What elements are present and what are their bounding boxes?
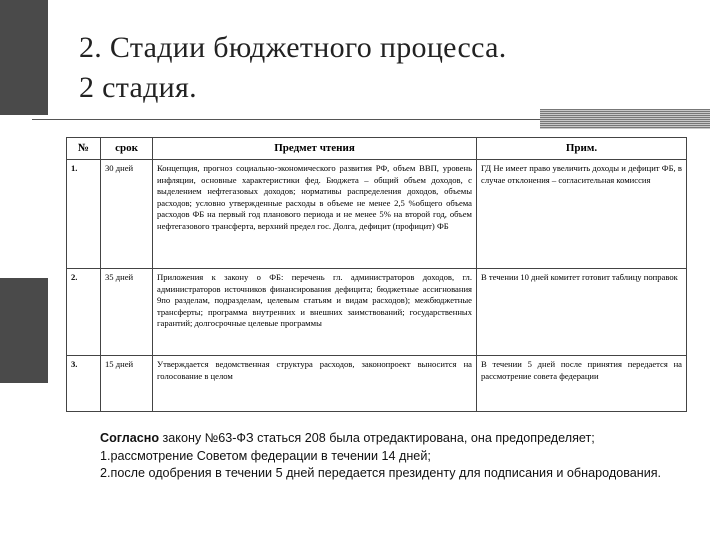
- header-note: Прим.: [477, 138, 687, 160]
- law-note: [100, 430, 668, 483]
- row-note: В течении 5 дней после принятия передается на рассмотрение совета федерации: [477, 356, 687, 412]
- left-accent-bar-bottom: [0, 278, 48, 383]
- note-line-2: 1.рассмотрение Советом федерации в течении 14 дней;: [100, 448, 431, 463]
- table-row: [67, 160, 687, 269]
- row-subject: Концепция, прогноз социально-экономического развития РФ, объем ВВП, уровень инфляции, основные характеристики фед. Бюджета – общий объем доходов, с выделением нефтегазовых доходов; нормативы распределения доходов, объемы расходов; условно утвержденные расходы в объеме не менее 2,5 %общего объема расходов ФБ на первый год планового периода и не менее 5% на второй год, объем нефтегазового трансферта, верхний предел гос. Долга, дефицит (профицит) ФБ: [153, 160, 477, 269]
- note-line-3: 2.после одобрения в течении 5 дней передается президенту для подписания и обнародования.: [100, 466, 662, 480]
- row-term: 30 дней: [101, 160, 153, 269]
- row-term: 15 дней: [101, 356, 153, 412]
- header-number: №: [67, 138, 101, 160]
- row-note: ГД Не имеет право увеличить доходы и дефицит ФБ, в случае отклонения – согласительная комиссия: [477, 160, 687, 269]
- header-subject: Предмет чтения: [153, 138, 477, 160]
- title-line-2: 2 стадия.: [79, 71, 197, 104]
- note-line-1-text: закону №63-ФЗ статься 208 была отредактирована, она предопределяет;: [159, 431, 595, 445]
- left-accent-bar-top: [0, 0, 48, 115]
- header-term: срок: [101, 138, 153, 160]
- table-row: [67, 269, 687, 356]
- note-line-1: [100, 430, 668, 448]
- budget-stage-table: [66, 137, 687, 412]
- table-row: [67, 356, 687, 412]
- table-header-row: [67, 138, 687, 160]
- row-number: 1.: [67, 160, 101, 269]
- slide-title: [79, 28, 507, 108]
- row-subject: Утверждается ведомственная структура расходов, законопроект выносится на голосование в целом: [153, 356, 477, 412]
- title-line-1: 2. Стадии бюджетного процесса.: [79, 31, 507, 64]
- row-note: В течении 10 дней комитет готовит таблицу поправок: [477, 269, 687, 356]
- row-subject: Приложения к закону о ФБ: перечень гл. администраторов доходов, гл. администраторов источников финансирования дефицита; бюджетные ассигнования 9по разделам, подразделам, целевым статьям и видам расходов); межбюджетные трансферты; программа внутренних и внешних заимствований; государственных гарантий; долгосрочные целевые программы: [153, 269, 477, 356]
- row-term: 35 дней: [101, 269, 153, 356]
- row-number: 3.: [67, 356, 101, 412]
- note-lead: Согласно: [100, 431, 160, 445]
- title-underline-decoration: [540, 109, 710, 129]
- row-number: 2.: [67, 269, 101, 356]
